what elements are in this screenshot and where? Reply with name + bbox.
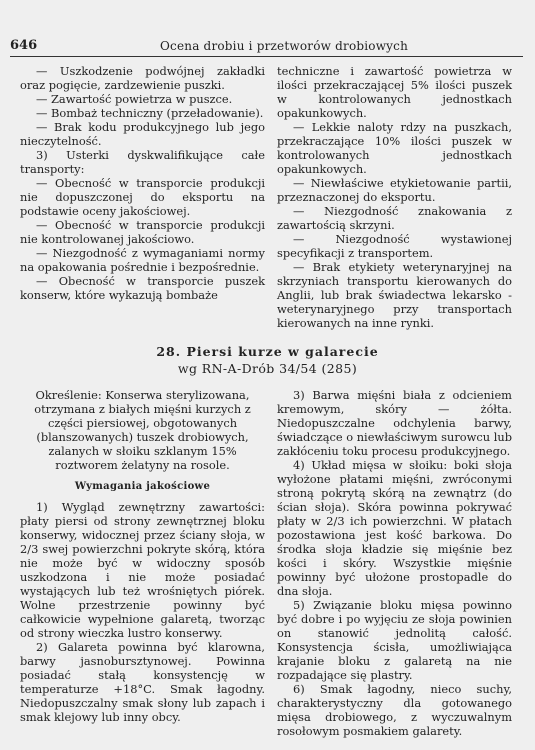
defect-category: 3) Usterki dyskwalifikujące całe transporty: — [20, 148, 265, 176]
section-subtitle: wg RN-A-Drób 34/54 (285) — [177, 361, 358, 376]
top-left-column — [20, 64, 265, 302]
defect-item: — Zawartość powietrza w puszce. — [36, 92, 233, 106]
page-number: 646 — [10, 38, 38, 53]
running-title: Ocena drobiu i przetworów drobiowych — [160, 39, 409, 53]
defect-item: — Brak etykiety weterynaryjnej na skrzyniach transportu kierowanych do Anglii, lub brak świadectwa lekarsko - weterynaryjnego przy transportach kierowanych na inne rynki. — [277, 260, 512, 330]
defect-item: — Niezgodność znakowania z zawartością skrzyni. — [277, 204, 512, 232]
requirement-paragraph: 6) Smak łagodny, nieco suchy, charakterystyczny dla gotowanego mięsa drobiowego, z wyczuwalnym rosołowym posmakiem galarety. — [277, 682, 512, 738]
defect-item: techniczne i zawartość powietrza w ilości przekraczającej 5% ilości puszek w kontrolowanych jednostkach opakunkowych. — [277, 64, 512, 120]
defect-item: — Niezgodność z wymaganiami normy na opakowania pośrednie i bezpośrednie. — [20, 246, 265, 274]
requirement-paragraph: 5) Związanie bloku mięsa powinno być dobre i po wyjęciu ze słoja powinien on stanowić jednolitą całość. Konsystencja ścisła, umożliwiająca krajanie bloku z galaretą na nie rozpadające się plastry. — [277, 598, 512, 682]
defect-item: — Bombaż techniczny (przeładowanie). — [36, 106, 264, 120]
page-header — [10, 36, 523, 57]
section-heading — [0, 343, 535, 377]
requirement-paragraph: 3) Barwa mięśni biała z odcieniem kremowym, skóry — żółta. Niedopuszczalne odchylenia barwy, świadczące o niewłaściwym surowcu lub zakłóceniu toku procesu produkcyjnego. — [277, 388, 512, 458]
defect-item: — Niezgodność wystawionej specyfikacji z transportem. — [277, 232, 512, 260]
top-right-column — [277, 64, 512, 330]
defect-item: — Lekkie naloty rdzy na puszkach, przekraczające 10% ilości puszek w kontrolowanych jednostkach opakunkowych. — [277, 120, 512, 176]
bottom-right-column — [277, 388, 512, 738]
section-title: 28. Piersi kurze w galarecie — [156, 344, 379, 359]
defect-item: — Obecność w transporcie puszek konserw, które wykazują bombaże — [20, 274, 265, 302]
requirements-subheading: Wymagania jakościowe — [74, 481, 211, 492]
bottom-left-column — [20, 388, 265, 724]
defect-item: — Obecność w transporcie produkcji nie dopuszczonej do eksportu na podstawie oceny jakościowej. — [20, 176, 265, 218]
requirement-paragraph: 4) Układ mięsa w słoiku: boki słoja wyłożone płatami mięśni, zwróconymi stroną pokrytą skórą na zewnątrz (do ścian słoja). Skóra powinna pokrywać płaty w 2/3 ich powierzchni. W płatach pozostawiona jest kość barkowa. Do środka słoja kładzie się mięśnie bez kości i skóry. Wszystkie mięśnie powinny być ułożone prostopadle do dna słoja. — [277, 458, 512, 598]
defect-item: — Obecność w transporcie produkcji nie kontrolowanej jakościowo. — [20, 218, 265, 246]
requirement-paragraph: 2) Galareta powinna być klarowna, barwy jasnobursztynowej. Powinna posiadać stałą konsystencję w temperaturze +18°C. Smak łagodny. Niedopuszczalny smak słony lub zapach i smak klejowy lub inny obcy. — [20, 640, 265, 724]
product-definition: Określenie: Konserwa sterylizowana, otrzymana z białych mięśni kurzych z części piersiowej, obgotowanych (blanszowanych) tuszek drobiowych, zalanych w słoiku szklanym 15% roztworem żelatyny na rosole. — [34, 388, 251, 472]
defect-item: — Niewłaściwe etykietowanie partii, przeznaczonej do eksportu. — [277, 176, 512, 204]
defect-item: — Uszkodzenie podwójnej zakładki oraz pogięcie, zardzewienie puszki. — [20, 64, 265, 92]
defect-item: — Brak kodu produkcyjnego lub jego nieczytelność. — [20, 120, 265, 148]
requirement-paragraph: 1) Wygląd zewnętrzny zawartości: płaty piersi od strony zewnętrznej bloku konserwy, widocznej przez ściany słoja, w 2/3 swej powierzchni pokryte skórą, która nie może być w widoczny sposób uszkodzona i nie może posiadać wystających lub też wrośniętych piórek. Wolne przestrzenie powinny być całkowicie wypełnione galaretą, tworząc od strony wieczka lustro konserwy. — [20, 500, 265, 640]
